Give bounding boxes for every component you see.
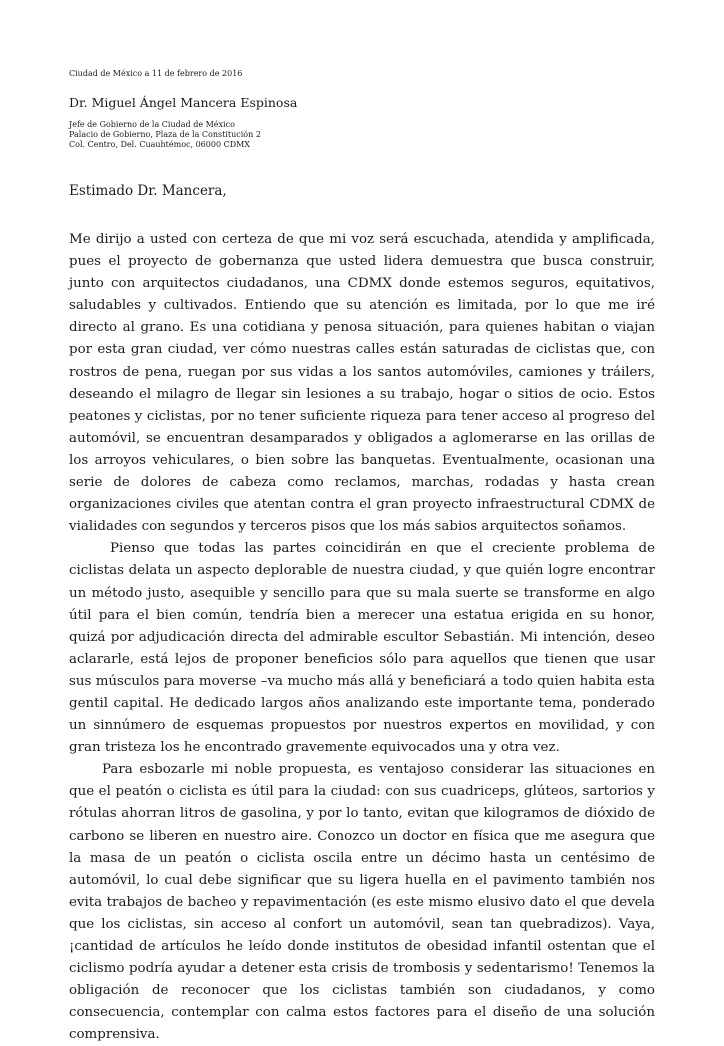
letter-body	[69, 229, 655, 1046]
recipient-name: Dr. Miguel Ángel Mancera Espinosa	[69, 95, 298, 110]
greeting: Estimado Dr. Mancera,	[69, 183, 227, 199]
paragraph: Pienso que todas las partes coincidirán en que el creciente problema de ciclistas delata un aspecto deplorable de nuestra ciudad, y que quién logre encontrar un método justo, asequible y sencillo para que su mala suerte se transforme en algo útil para el bien común, tendría bien a merecer una estatua erigida en su honor, quizá por adjudicación directa del admirable escultor Sebastián. Mi intención, deseo aclararle, está lejos de proponer beneficios sólo para aquellos que tienen que usar sus músculos para moverse –va mucho más allá y beneficiará a todo quien habita esta gentil capital. He dedicado largos años analizando este importante tema, ponderado un sinnúmero de esquemas propuestos por nuestros expertos en movilidad, y con gran tristeza los he encontrado gravemente equivocados una y otra vez.	[69, 541, 655, 756]
recipient-address	[69, 120, 261, 150]
date-line: Ciudad de México a 11 de febrero de 2016	[69, 69, 243, 78]
recipient-street: Palacio de Gobierno, Plaza de la Constitución 2	[69, 130, 261, 139]
recipient-title: Jefe de Gobierno de la Ciudad de México	[69, 120, 235, 129]
paragraph: Para esbozarle mi noble propuesta, es ventajoso considerar las situaciones en que el peatón o ciclista es útil para la ciudad: con sus cuadriceps, glúteos, sartorios y rótulas ahorran litros de gasolina, y por lo tanto, evitan que kilogramos de dióxido de carbono se liberen en nuestro aire. Conozco un doctor en física que me asegura que la masa de un peatón o ciclista oscila entre un décimo hasta un centésimo de automóvil, lo cual debe significar que su ligera huella en el pavimento también nos evita trabajos de bacheo y repavimentación (es este mismo elusivo dato el que devela que los ciclistas, sin acceso al confort un automóvil, sean tan quebradizos). Vaya, ¡cantidad de artículos he leído donde institutos de obesidad infantil ostentan que el ciclismo podría ayudar a detener esta crisis de trombosis y sedentarismo! Tenemos la obligación de reconocer que los ciclistas también son ciudadanos, y como consecuencia, contemplar con calma estos factores para el diseño de una solución comprensiva.	[69, 762, 655, 1043]
paragraph: Me dirijo a usted con certeza de que mi voz será escuchada, atendida y amplificada, pues el proyecto de gobernanza que usted lidera demuestra que busca construir, junto con arquitectos ciudadanos, una CDMX donde estemos seguros, equitativos, saludables y cultivados. Entiendo que su atención es limitada, por lo que me iré directo al grano. Es una cotidiana y penosa situación, para quienes habitan o viajan por esta gran ciudad, ver cómo nuestras calles están saturadas de ciclistas que, con rostros de pena, ruegan por sus vidas a los santos automóviles, camiones y tráilers, deseando el milagro de llegar sin lesiones a su trabajo, hogar o sitios de ocio. Estos peatones y ciclistas, por no tener suficiente riqueza para tener acceso al progreso del automóvil, se encuentran desamparados y obligados a aglomerarse en las orillas de los arroyos vehiculares, o bien sobre las banquetas. Eventualmente, ocasionan una serie de dolores de cabeza como reclamos, marchas, rodadas y hasta crean organizaciones civiles que atentan contra el gran proyecto infraestructural CDMX de vialidades con segundos y terceros pisos que los más sabios arquitectos soñamos.	[69, 232, 655, 535]
recipient-city: Col. Centro, Del. Cuauhtémoc, 06000 CDMX	[69, 140, 251, 149]
